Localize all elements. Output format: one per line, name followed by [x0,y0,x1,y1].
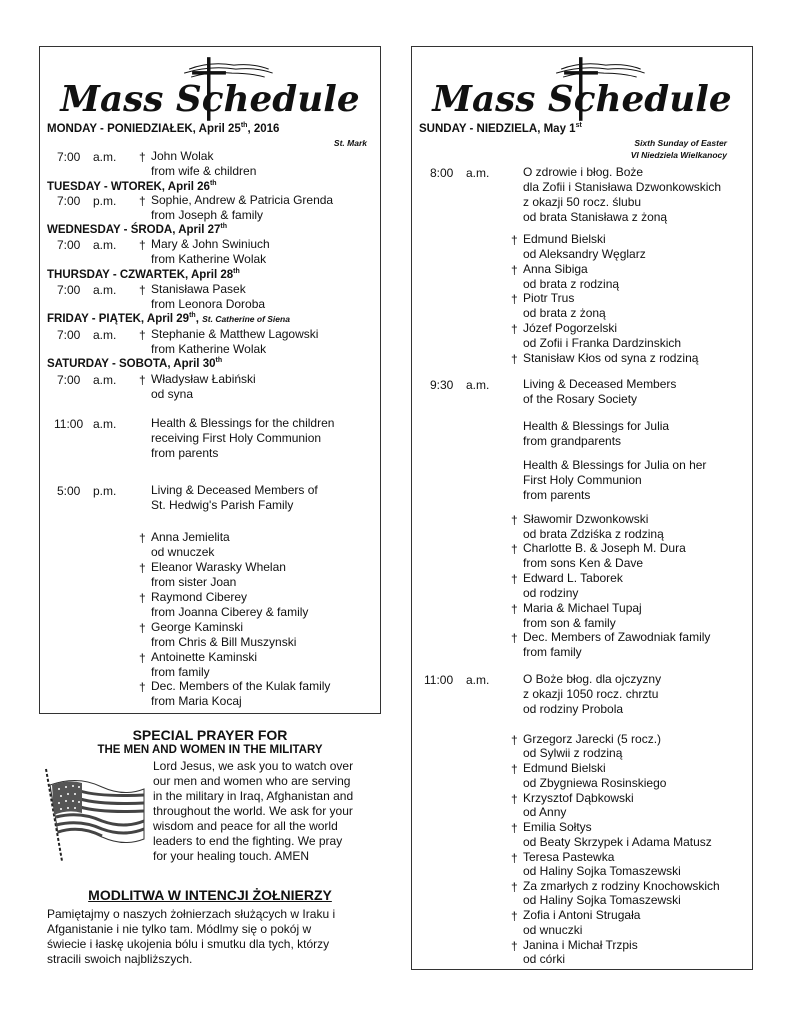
mass-time-ampm: a.m. [93,328,117,342]
intention-line: Sophie, Andrew & Patricia Grenda [151,193,334,207]
day-heading-friday: FRIDAY - PIĄTEK, April 29th, St. Catherine of Siena [47,312,290,325]
intention-line: Dec. Members of Zawodniak family [523,630,711,644]
prayer-line: leaders to end the fighting. We pray [153,834,343,848]
dagger-icon: † [139,680,146,694]
intention-line: Anna Sibiga [523,262,588,276]
intention-line: Józef Pogorzelski [523,321,618,335]
mass-time: 11:00 [54,417,84,431]
intention-line: od brata Stanisława z żoną [523,210,668,224]
dagger-icon: † [139,561,146,575]
mass-time: 7:00 [57,150,81,164]
intention-line: od Zbygniewa Rosinskiego [523,776,667,790]
intention-line: Stephanie & Matthew Lagowski [151,327,319,341]
intention-line: from son & family [523,616,616,630]
mass-time-ampm: a.m. [93,373,117,387]
intention-line: od rodziny [523,586,579,600]
intention-line: from Joanna Ciberey & family [151,605,309,619]
dagger-icon: † [139,651,146,665]
dagger-icon: † [511,909,518,923]
prayer-line: throughout the world. We ask for your [153,804,353,818]
mass-time: 7:00 [57,238,81,252]
dagger-icon: † [139,238,146,252]
intention-line: First Holy Communion [523,473,642,487]
intention-line: Dec. Members of the Kulak family [151,679,331,693]
dagger-icon: † [511,602,518,616]
intention-line: od syna [151,387,194,401]
intention-line: Piotr Trus [523,291,575,305]
intention-line: od Anny [523,805,567,819]
intention-line: od wnuczek [151,545,215,559]
intention-line: Maria & Michael Tupaj [523,601,642,615]
polish-prayer-body [47,907,373,967]
intention-line: Edmund Bielski [523,232,606,246]
prayer-line: our men and women who are serving [153,774,351,788]
intention-line: from Chris & Bill Muszynski [151,635,297,649]
dagger-icon: † [511,322,518,336]
intention-line: Eleanor Warasky Whelan [151,560,286,574]
intention-line: Health & Blessings for Julia on her [523,458,707,472]
intention-line: from wife & children [151,164,257,178]
polish-prayer-line: Afganistanie i nie tylko tam. Módlmy się o pokój w [47,922,312,936]
intention-line: from sons Ken & Dave [523,556,644,570]
day-heading-sunday: SUNDAY - NIEDZIELA, May 1st [419,122,582,135]
intention-line: od Haliny Sojka Tomaszewski [523,893,681,907]
intention-line: Health & Blessings for the children [151,416,335,430]
intention-line: O zdrowie i błog. Boże [523,165,644,179]
dagger-icon: † [139,283,146,297]
intention-line: George Kaminski [151,620,244,634]
dagger-icon: † [511,880,518,894]
intention-line: from family [523,645,582,659]
intention-line: Antoinette Kaminski [151,650,258,664]
intention-line: from Leonora Doroba [151,297,266,311]
mass-time: 8:00 [430,166,454,180]
dagger-icon: † [511,821,518,835]
dagger-icon: † [511,263,518,277]
mass-time: 11:00 [424,673,454,687]
prayer-subtitle: THE MEN AND WOMEN IN THE MILITARY [97,744,323,756]
polish-prayer-line: świecie i łaskę ukojenia bólu i smutku dla tych, którzy [47,937,330,951]
mass-time-ampm: a.m. [93,150,117,164]
prayer-line: wisdom and peace for all the world [153,819,338,833]
intention-line: Charlotte B. & Joseph M. Dura [523,541,686,555]
intention-line: od Sylwii z rodziną [523,746,623,760]
dagger-icon: † [139,150,146,164]
intention-line: od Beaty Skrzypek i Adama Matusz [523,835,712,849]
intention-line: od córki [523,952,566,966]
intention-line: receiving First Holy Communion [151,431,322,445]
intention-line: from sister Joan [151,575,237,589]
dagger-icon: † [139,531,146,545]
intention-line: od rodziny Probola [523,702,624,716]
polish-prayer-line: stracili swoich najbliższych. [47,952,193,966]
intention-line: Janina i Michał Trzpis [523,938,638,952]
day-heading-wednesday: WEDNESDAY - ŚRODA, April 27th [47,223,227,236]
feast-note-friday: St. Catherine of Siena [202,313,290,324]
intention-line: od Aleksandry Węglarz [523,247,646,261]
day-heading-monday: MONDAY - PONIEDZIAŁEK, April 25th, 2016 [47,122,280,135]
prayer-line: in the military in Iraq, Afghanistan and [153,789,354,803]
intention-line: od brata z żoną [523,306,606,320]
dagger-icon: † [139,373,146,387]
dagger-icon: † [511,733,518,747]
intention-line: of the Rosary Society [523,392,638,406]
intention-line: Za zmarłych z rodziny Knochowskich [523,879,720,893]
mass-time: 9:30 [430,378,454,392]
intention-line: O Boże błog. dla ojczyzny [523,672,662,686]
intention-line: Edmund Bielski [523,761,606,775]
dagger-icon: † [139,328,146,342]
intention-line: od Zofii i Franka Dardzinskich [523,336,682,350]
mass-time: 7:00 [57,283,81,297]
intention-line: Health & Blessings for Julia [523,419,670,433]
day-heading-saturday: SATURDAY - SOBOTA, April 30th [47,357,223,370]
intention-line: from parents [523,488,591,502]
intention-line: dla Zofii i Stanisława Dzwonkowskich [523,180,722,194]
feast-note-sunday-polish: VI Niedziela Wielkanocy [630,150,727,160]
intention-line: Living & Deceased Members [523,377,677,391]
mass-time: 5:00 [57,484,81,498]
polish-prayer-line: Pamiętajmy o naszych żołnierzach służących w Iraku i [47,907,336,921]
intention-line: Grzegorz Jarecki (5 rocz.) [523,732,662,746]
mass-schedule-logo [40,51,380,125]
intention-line: from Katherine Wolak [151,342,267,356]
mass-time: 7:00 [57,194,81,208]
intention-line: Zofia i Antoni Strugała [523,908,641,922]
prayer-body [153,759,373,864]
intention-line: z okazji 1050 rocz. chrztu [523,687,659,701]
day-heading-thursday: THURSDAY - CZWARTEK, April 28th [47,268,240,281]
intention-line: from Joseph & family [151,208,264,222]
mass-time-ampm: p.m. [93,194,117,208]
dagger-icon: † [139,621,146,635]
intention-line: od wnuczki [523,923,583,937]
feast-note-monday: St. Mark [333,138,367,148]
intention-line: od brata z rodziną [523,277,620,291]
feast-note-sunday: Sixth Sunday of Easter [634,138,727,148]
intention-line: Edward L. Taborek [523,571,623,585]
intention-line: Raymond Ciberey [151,590,248,604]
logo-title: Mass Schedule [60,77,360,120]
intention-line: from family [151,665,210,679]
dagger-icon: † [511,631,518,645]
mass-time-ampm: a.m. [466,673,490,687]
dagger-icon: † [139,194,146,208]
prayer-title: SPECIAL PRAYER FOR [132,727,288,743]
dagger-icon: † [511,762,518,776]
mass-time-ampm: a.m. [93,238,117,252]
american-flag-icon [40,767,148,863]
prayer-line: Lord Jesus, we ask you to watch over [153,759,354,773]
logo-title: Mass Schedule [432,77,732,120]
mass-time-ampm: a.m. [466,378,490,392]
intention-line: Emilia Sołtys [523,820,592,834]
intention-line: from Katherine Wolak [151,252,267,266]
dagger-icon: † [511,542,518,556]
intention-line: Sławomir Dzwonkowski [523,512,649,526]
intention-line: Teresa Pastewka [523,850,615,864]
mass-time: 7:00 [57,328,81,342]
intention-line: from Maria Kocaj [151,694,242,708]
prayer-line: for your healing touch. AMEN [153,849,310,863]
intention-line: from parents [151,446,219,460]
intention-line: from grandparents [523,434,622,448]
mass-time-ampm: a.m. [93,417,117,431]
dagger-icon: † [511,292,518,306]
dagger-icon: † [511,572,518,586]
intention-line: Anna Jemielita [151,530,230,544]
intention-line: Living & Deceased Members of [151,483,318,497]
intention-line: Mary & John Swiniuch [151,237,270,251]
intention-line: z okazji 50 rocz. ślubu [523,195,642,209]
dagger-icon: † [511,851,518,865]
dagger-icon: † [511,352,518,366]
intention-line: Stanisław Kłos od syna z rodziną [523,351,699,365]
intention-line: od brata Zdziśka z rodziną [523,527,664,541]
intention-line: Władysław Łabiński [151,372,256,386]
dagger-icon: † [511,233,518,247]
mass-time-ampm: a.m. [466,166,490,180]
mass-time-ampm: a.m. [93,283,117,297]
intention-line: John Wolak [151,149,214,163]
dagger-icon: † [511,513,518,527]
day-heading-tuesday: TUESDAY - WTOREK, April 26th [47,180,217,193]
mass-time-ampm: p.m. [93,484,117,498]
dagger-icon: † [511,939,518,953]
intention-line: Krzysztof Dąbkowski [523,791,634,805]
mass-schedule-logo [412,51,752,125]
dagger-icon: † [511,792,518,806]
intention-line: St. Hedwig's Parish Family [151,498,294,512]
intention-line: od Haliny Sojka Tomaszewski [523,864,681,878]
polish-prayer-title: MODLITWA W INTENCJI ŻOŁNIERZY [88,887,332,903]
intention-line: Stanisława Pasek [151,282,246,296]
dagger-icon: † [139,591,146,605]
mass-time: 7:00 [57,373,81,387]
